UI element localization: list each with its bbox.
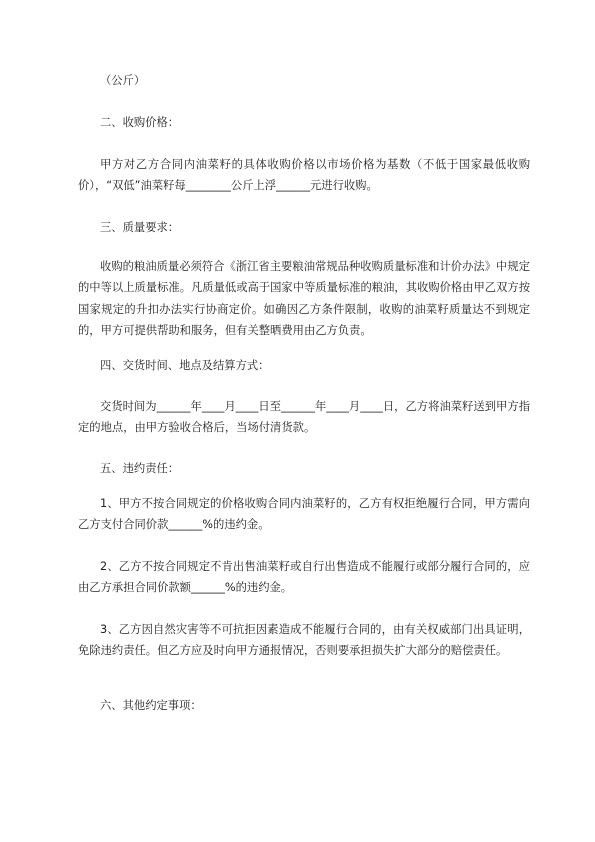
paragraph-price: 甲方对乙方合同内油菜籽的具体收购价格以市场价格为基数（不低于国家最低收购价），“双低”油菜籽每________公斤上浮______元进行收购。 xyxy=(78,158,530,193)
section-heading-liability: 五、违约责任： xyxy=(100,462,180,475)
paragraph-quality: 收购的粮油质量必须符合《浙江省主要粮油常规品种收购质量标准和计价办法》中规定的中等以上质量标准。凡质量低或高于国家中等质量标准的粮油，其收购价格由甲乙双方按国家规定的升扣办法实行协商定价。如确因乙方条件限制，收购的油菜籽质量达不到规定的，甲方可提供帮助和服务，但有关整晒费用由乙方负责。 xyxy=(78,260,530,337)
section-heading-quality: 三、质量要求： xyxy=(100,221,180,234)
unit-note: （公斤） xyxy=(100,74,146,87)
section-heading-other: 六、其他约定事项： xyxy=(100,699,202,712)
paragraph-delivery: 交货时间为______年____月____日至______年____月____日，乙方将油菜籽送到甲方指定的地点，由甲方验收合格后，当场付清货款。 xyxy=(78,400,530,435)
paragraph-liability-1: 1、甲方不按合同规定的价格收购合同内油菜籽的，乙方有权拒绝履行合同，甲方需向乙方支付合同价款______%的违约金。 xyxy=(78,497,530,532)
paragraph-liability-3: 3、乙方因自然灾害等不可抗拒因素造成不能履行合同的，由有关权威部门出具证明，免除违约责任。但乙方应及时向甲方通报情况，否则要承担损失扩大部分的赔偿责任。 xyxy=(78,623,530,658)
paragraph-liability-2: 2、乙方不按合同规定不肯出售油菜籽或自行出售造成不能履行或部分履行合同的，应由乙方承担合同价款额______%的违约金。 xyxy=(78,560,530,595)
section-heading-price: 二、收购价格： xyxy=(100,116,180,129)
section-heading-delivery: 四、交货时间、地点及结算方式： xyxy=(100,359,270,372)
